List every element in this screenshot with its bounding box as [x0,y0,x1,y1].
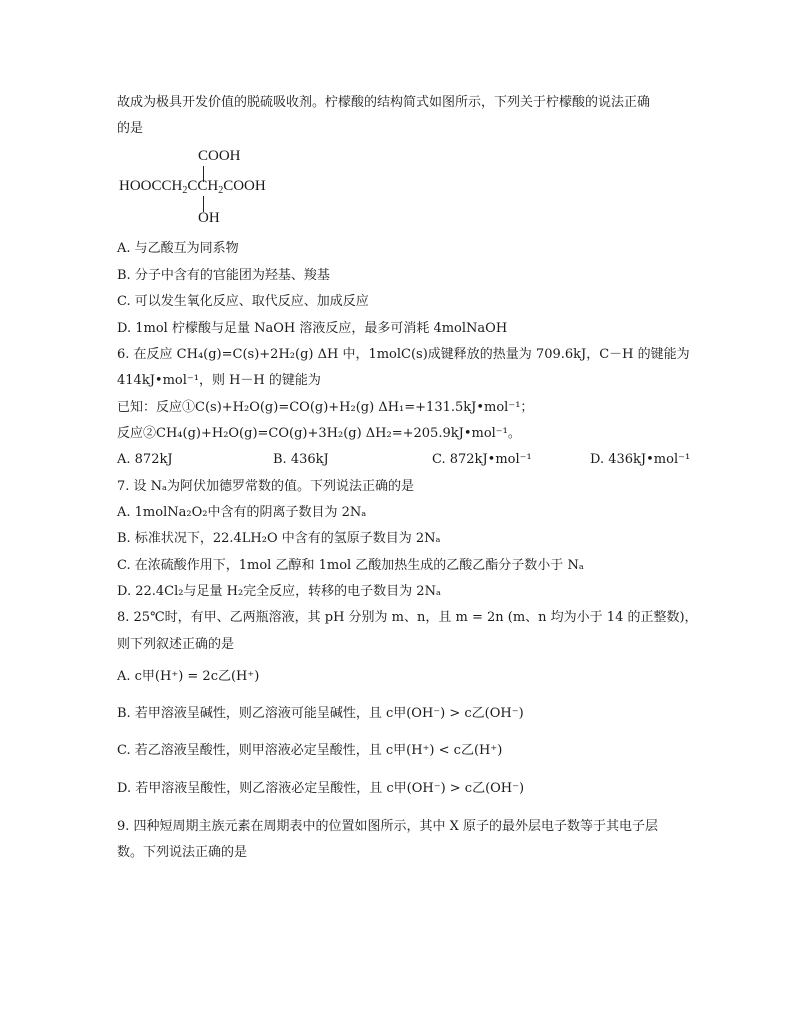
q6-option-a: A. 872kJ [117,452,173,467]
q7-option-c: C. 在浓硫酸作用下，1mol 乙醇和 1mol 乙酸加热生成的乙酸乙酯分子数小于 Nₐ [117,558,584,573]
q5-option-a: A. 与乙酸互为同系物 [117,241,239,256]
q7-option-b: B. 标准状况下，22.4LH₂O 中含有的氢原子数目为 2Nₐ [117,531,441,546]
q6-option-d: D. 436kJ•mol⁻¹ [590,452,691,467]
structure-bottom-group: OH [198,210,220,226]
structure-sub-2: 2 [218,185,224,196]
q7-option-d: D. 22.4Cl₂与足量 H₂完全反应，转移的电子数目为 2Nₐ [117,584,441,599]
structure-sub-1: 2 [182,185,188,196]
q8-stem-2: 则下列叙述正确的是 [117,637,235,652]
q9-line-1: 9. 四种短周期主族元素在周期表中的位置如图所示，其中 X 原子的最外层电子数等于其电子层 [117,819,659,834]
structure-right: COOH [223,178,266,194]
q9-line-2: 数。下列说法正确的是 [117,845,248,860]
citric-acid-structure [117,146,377,230]
structure-top-group: COOH [198,148,241,164]
q8-option-b: B. 若甲溶液呈碱性，则乙溶液可能呈碱性，且 c甲(OH⁻) > c乙(OH⁻) [117,706,524,721]
intro-line-1: 故成为极具开发价值的脱硫吸收剂。柠檬酸的结构简式如图所示，下列关于柠檬酸的说法正确 [117,95,651,110]
q8-option-a: A. c甲(H⁺) = 2c乙(H⁺) [117,669,260,684]
intro-line-2: 的是 [117,121,144,136]
q5-option-d: D. 1mol 柠檬酸与足量 NaOH 溶液反应，最多可消耗 4molNaOH [117,321,508,336]
q6-known-1: 已知：反应①C(s)+H₂O(g)=CO(g)+H₂(g) ΔH₁=+131.5kJ•mol⁻¹； [117,400,534,415]
q8-option-c: C. 若乙溶液呈酸性，则甲溶液必定呈酸性，且 c甲(H⁺) < c乙(H⁺) [117,743,503,758]
q6-known-2: 反应②CH₄(g)+H₂O(g)=CO(g)+3H₂(g) ΔH₂=+205.9kJ•mol⁻¹。 [117,426,521,441]
structure-left: HOOCCH [119,178,183,194]
structure-main-chain [119,178,266,196]
q7-stem: 7. 设 Nₐ为阿伏加德罗常数的值。下列说法正确的是 [117,479,415,494]
q5-option-b: B. 分子中含有的官能团为羟基、羧基 [117,268,330,283]
q6-option-c: C. 872kJ•mol⁻¹ [432,452,532,467]
q5-option-c: C. 可以发生氧化反应、取代反应、加成反应 [117,294,369,309]
structure-mid: CCH [187,178,219,194]
q8-option-d: D. 若甲溶液呈酸性，则乙溶液必定呈酸性，且 c甲(OH⁻) > c乙(OH⁻) [117,781,525,796]
q6-stem-1: 6. 在反应 CH₄(g)=C(s)+2H₂(g) ΔH 中，1molC(s)成键释放的热量为 709.6kJ，C－H 的键能为 [117,347,690,362]
q6-option-b: B. 436kJ [273,452,329,467]
q7-option-a: A. 1molNa₂O₂中含有的阴离子数目为 2Nₐ [117,505,367,520]
q6-stem-2: 414kJ•mol⁻¹，则 H－H 的键能为 [117,373,321,388]
q8-stem-1: 8. 25℃时，有甲、乙两瓶溶液，其 pH 分别为 m、n，且 m = 2n (m、n 均为小于 14 的正整数)， [117,610,698,625]
